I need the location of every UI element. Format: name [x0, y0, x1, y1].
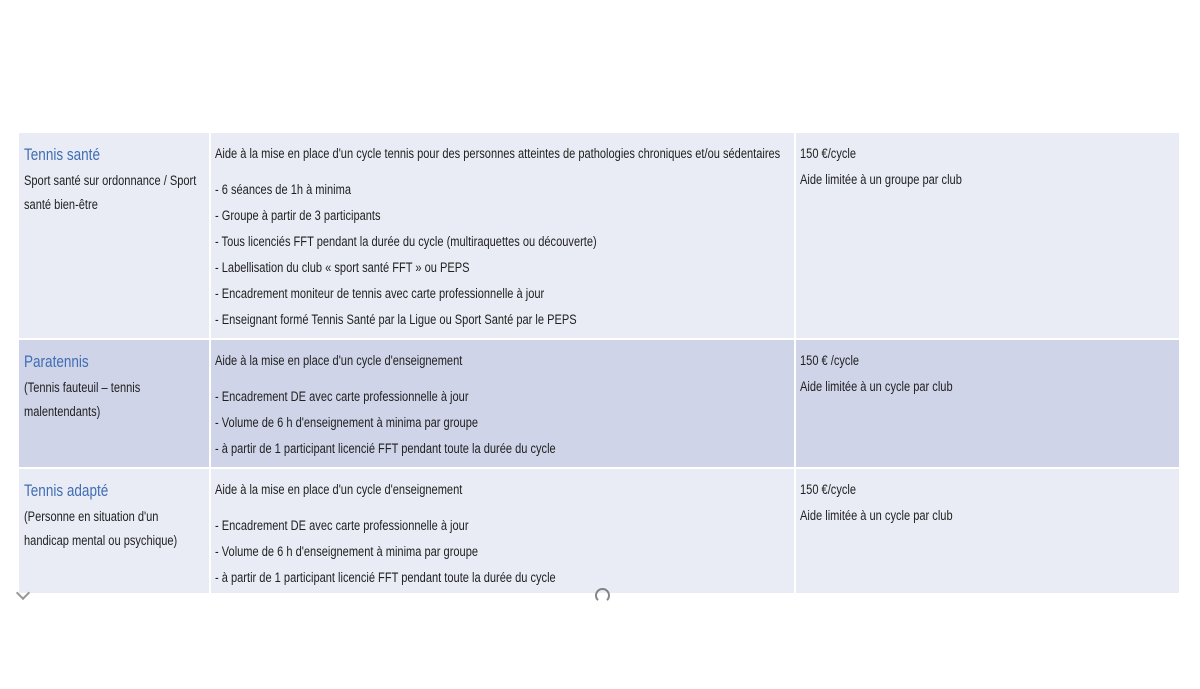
cursor-icon — [595, 588, 610, 603]
conditions-intro: Aide à la mise en place d'un cycle d'enseignement — [215, 353, 463, 368]
conditions-cell — [211, 469, 796, 593]
amount-cell — [796, 340, 1179, 467]
category-cell — [19, 469, 211, 593]
condition-item: - Groupe à partir de 3 participants — [215, 208, 381, 223]
condition-item: - à partir de 1 participant licencié FFT pendant toute la durée du cycle — [215, 441, 556, 456]
category-subtitle: (Personne en situation d'un handicap mental ou psychique) — [24, 509, 178, 548]
amount-price: 150 €/cycle — [800, 482, 857, 497]
category-title: Paratennis — [24, 353, 89, 371]
amount-price: 150 € /cycle — [800, 353, 860, 368]
amount-limit: Aide limitée à un cycle par club — [800, 379, 953, 394]
condition-item: - Encadrement DE avec carte professionnelle à jour — [215, 518, 469, 533]
condition-item: - Volume de 6 h d'enseignement à minima par groupe — [215, 544, 479, 559]
conditions-cell — [211, 340, 796, 467]
amount-limit: Aide limitée à un cycle par club — [800, 508, 953, 523]
aid-table — [19, 133, 1179, 593]
condition-item: - Encadrement DE avec carte professionnelle à jour — [215, 389, 469, 404]
amount-cell — [796, 469, 1179, 593]
conditions-intro: Aide à la mise en place d'un cycle d'enseignement — [215, 482, 463, 497]
condition-item: - Encadrement moniteur de tennis avec carte professionnelle à jour — [215, 286, 545, 301]
condition-item: - Labellisation du club « sport santé FFT » ou PEPS — [215, 260, 470, 275]
category-cell — [19, 340, 211, 467]
condition-item: - Volume de 6 h d'enseignement à minima par groupe — [215, 415, 479, 430]
category-cell — [19, 133, 211, 338]
table-row — [19, 469, 1179, 593]
conditions-cell — [211, 133, 796, 338]
category-title: Tennis adapté — [24, 482, 109, 500]
table-row — [19, 340, 1179, 467]
table-row — [19, 133, 1179, 338]
conditions-intro: Aide à la mise en place d'un cycle tennis pour des personnes atteintes de pathologies chroniques et/ou sédentaires — [215, 146, 781, 161]
amount-price: 150 €/cycle — [800, 146, 857, 161]
category-subtitle: (Tennis fauteuil – tennis malentendants) — [24, 380, 141, 419]
category-title: Tennis santé — [24, 146, 100, 164]
condition-item: - 6 séances de 1h à minima — [215, 182, 351, 197]
condition-item: - Tous licenciés FFT pendant la durée du cycle (multiraquettes ou découverte) — [215, 234, 597, 249]
condition-item: - Enseignant formé Tennis Santé par la Ligue ou Sport Santé par le PEPS — [215, 312, 577, 327]
amount-cell — [796, 133, 1179, 338]
condition-item: - à partir de 1 participant licencié FFT pendant toute la durée du cycle — [215, 570, 556, 585]
category-subtitle: Sport santé sur ordonnance / Sport santé bien-être — [24, 173, 197, 212]
amount-limit: Aide limitée à un groupe par club — [800, 172, 962, 187]
